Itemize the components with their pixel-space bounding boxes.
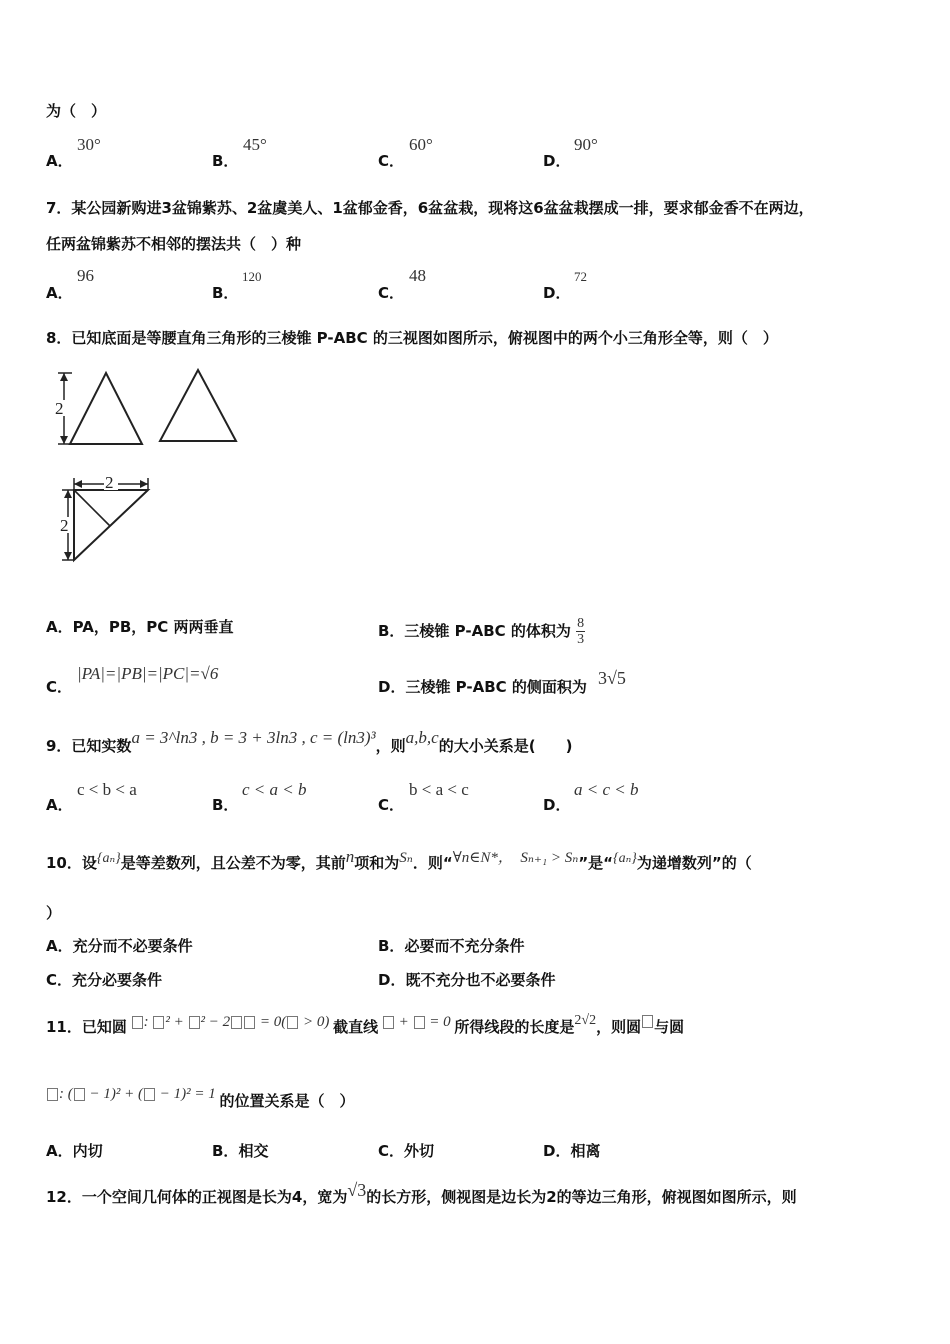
q10-option-d: D．既不充分也不必要条件 [378,971,556,989]
q9-mid: ，则 [375,737,406,755]
missing-glyph-icon [153,1016,164,1029]
q8-option-b-fraction: $\frac{8}{3}$ [577,616,585,647]
q9-option-c-value: b < a < c [409,780,469,799]
q7-option-b-value: 120 [242,269,262,284]
q11-option-d: D．相离 [543,1142,601,1160]
q11-option-b: B．相交 [212,1142,269,1160]
q8-option-d-text: D．三棱锥 P-ABC 的侧面积为 [378,678,587,696]
front-view-triangle [70,373,142,444]
q10-option-b: B．必要而不充分条件 [378,937,525,955]
missing-glyph-icon [47,1088,58,1101]
q8-option-b [378,616,585,647]
q7-stem-line1: 7．某公园新购进3盆锦紫苏、2盆虞美人、1盆郁金香，6盆盆栽，现将这6盆盆栽摆成一排，要求郁金香不在两边， [46,199,814,217]
q9-option-b-label: B． [212,796,239,814]
q11-option-a: A．内切 [46,1142,103,1160]
missing-glyph-icon [189,1016,200,1029]
q12-sqrt: √3 [347,1180,367,1200]
q11-line: + = 0 [378,1014,454,1030]
q7-option-c-value: 48 [409,266,426,285]
q7-option-c-label: C． [378,284,405,302]
q9-expression: a = 3^ln3 , b = 3 + 3ln3 , c = (ln3)³ [131,728,376,747]
q7-option-a-value: 96 [77,266,94,285]
top-view-height-dimension [58,490,74,560]
missing-glyph-icon [132,1016,143,1029]
q8-option-c-label: C． [46,678,73,696]
q7-option-a-label: A． [46,284,73,302]
missing-glyph-icon [414,1016,425,1029]
q9-prefix: 9．已知实数 [46,737,132,755]
q10-option-c: C．充分必要条件 [46,971,163,989]
missing-glyph-icon [287,1016,298,1029]
q6-option-c-value: 60° [409,135,433,154]
side-view-triangle [160,370,236,441]
missing-glyph-icon [74,1088,85,1101]
q6-stem-tail: 为（ ） [46,102,107,120]
q11-circle-n: : ( − 1)² + ( − 1)² = 1 [46,1086,219,1102]
missing-glyph-icon [244,1016,255,1029]
q9-stem [46,728,573,756]
q9-option-b-value: c < a < b [242,780,307,799]
q10-sequence: {aₙ} [96,851,121,866]
q7-stem-line2: 任两盆锦紫苏不相邻的摆法共（ ）种 [46,235,302,253]
q9-option-c-label: C． [378,796,405,814]
q6-option-b-value: 45° [243,135,267,154]
q10-stem-end: ） [46,904,62,922]
q6-option-c-label: C． [378,152,405,170]
missing-glyph-icon [231,1016,242,1029]
q7-option-d-value: 72 [574,269,587,284]
q6-option-b-label: B． [212,152,239,170]
q6-option-a-value: 30° [77,135,101,154]
q10-stem: 10．设{aₙ}是等差数列，且公差不为零，其前n项和为Sₙ．则“∀n∈N*， Sₙ₊₁ > Sₙ”是“{aₙ}为递增数列”的（ [46,847,752,872]
q7-option-b-label: B． [212,284,239,302]
q8-three-view-figure [50,362,250,572]
top-height-label: 2 [60,516,69,535]
q8-option-a: A．PA，PB，PC 两两垂直 [46,618,234,636]
q10-option-a: A．充分而不必要条件 [46,937,193,955]
missing-glyph-icon [144,1088,155,1101]
q8-option-d-math: 3√5 [598,668,626,688]
q9-vars: a,b,c [405,728,439,747]
q11-option-c: C．外切 [378,1142,435,1160]
q11-length: 2√2 [574,1013,597,1028]
front-view-height-dimension [53,373,72,444]
q8-option-b-text: B．三棱锥 P-ABC 的体积为 [378,622,571,640]
missing-glyph-icon [642,1015,653,1028]
q9-option-a-label: A． [46,796,73,814]
q11-stem-line2: : ( − 1)² + ( − 1)² = 1 的位置关系是（ ） [46,1090,355,1111]
q9-option-d-label: D． [543,796,571,814]
front-height-label: 2 [55,399,64,418]
q7-option-d-label: D． [543,284,571,302]
missing-glyph-icon [383,1016,394,1029]
q11-stem-line1: 11．已知圆 : ² + ² − 2 = 0( > 0) 截直线 + = 0 所得线段的长度是2√2，则圆 与圆 [46,1013,685,1036]
q10-condition: ∀n∈N*， Sₙ₊₁ > Sₙ [452,850,579,866]
q9-option-a-value: c < b < a [77,780,137,799]
q8-stem: 8．已知底面是等腰直角三角形的三棱锥 P-ABC 的三视图如图所示，俯视图中的两个小三角形全等，则（ ） [46,329,778,347]
top-view-figure [74,490,148,560]
top-width-label: 2 [105,473,114,492]
q9-suffix: 的大小关系是( ) [438,737,573,755]
q11-circle-m: : ² + ² − 2 = 0( > 0) [127,1014,333,1030]
q6-option-a-label: A． [46,152,73,170]
q6-option-d-value: 90° [574,135,598,154]
q9-option-d-value: a < c < b [574,780,639,799]
q12-stem: 12．一个空间几何体的正视图是长为4，宽为√3的长方形，侧视图是边长为2的等边三角形，俯视图如图所示，则 [46,1180,797,1206]
q6-option-d-label: D． [543,152,571,170]
q8-option-c-math: |PA|=|PB|=|PC|=√6 [77,664,219,683]
